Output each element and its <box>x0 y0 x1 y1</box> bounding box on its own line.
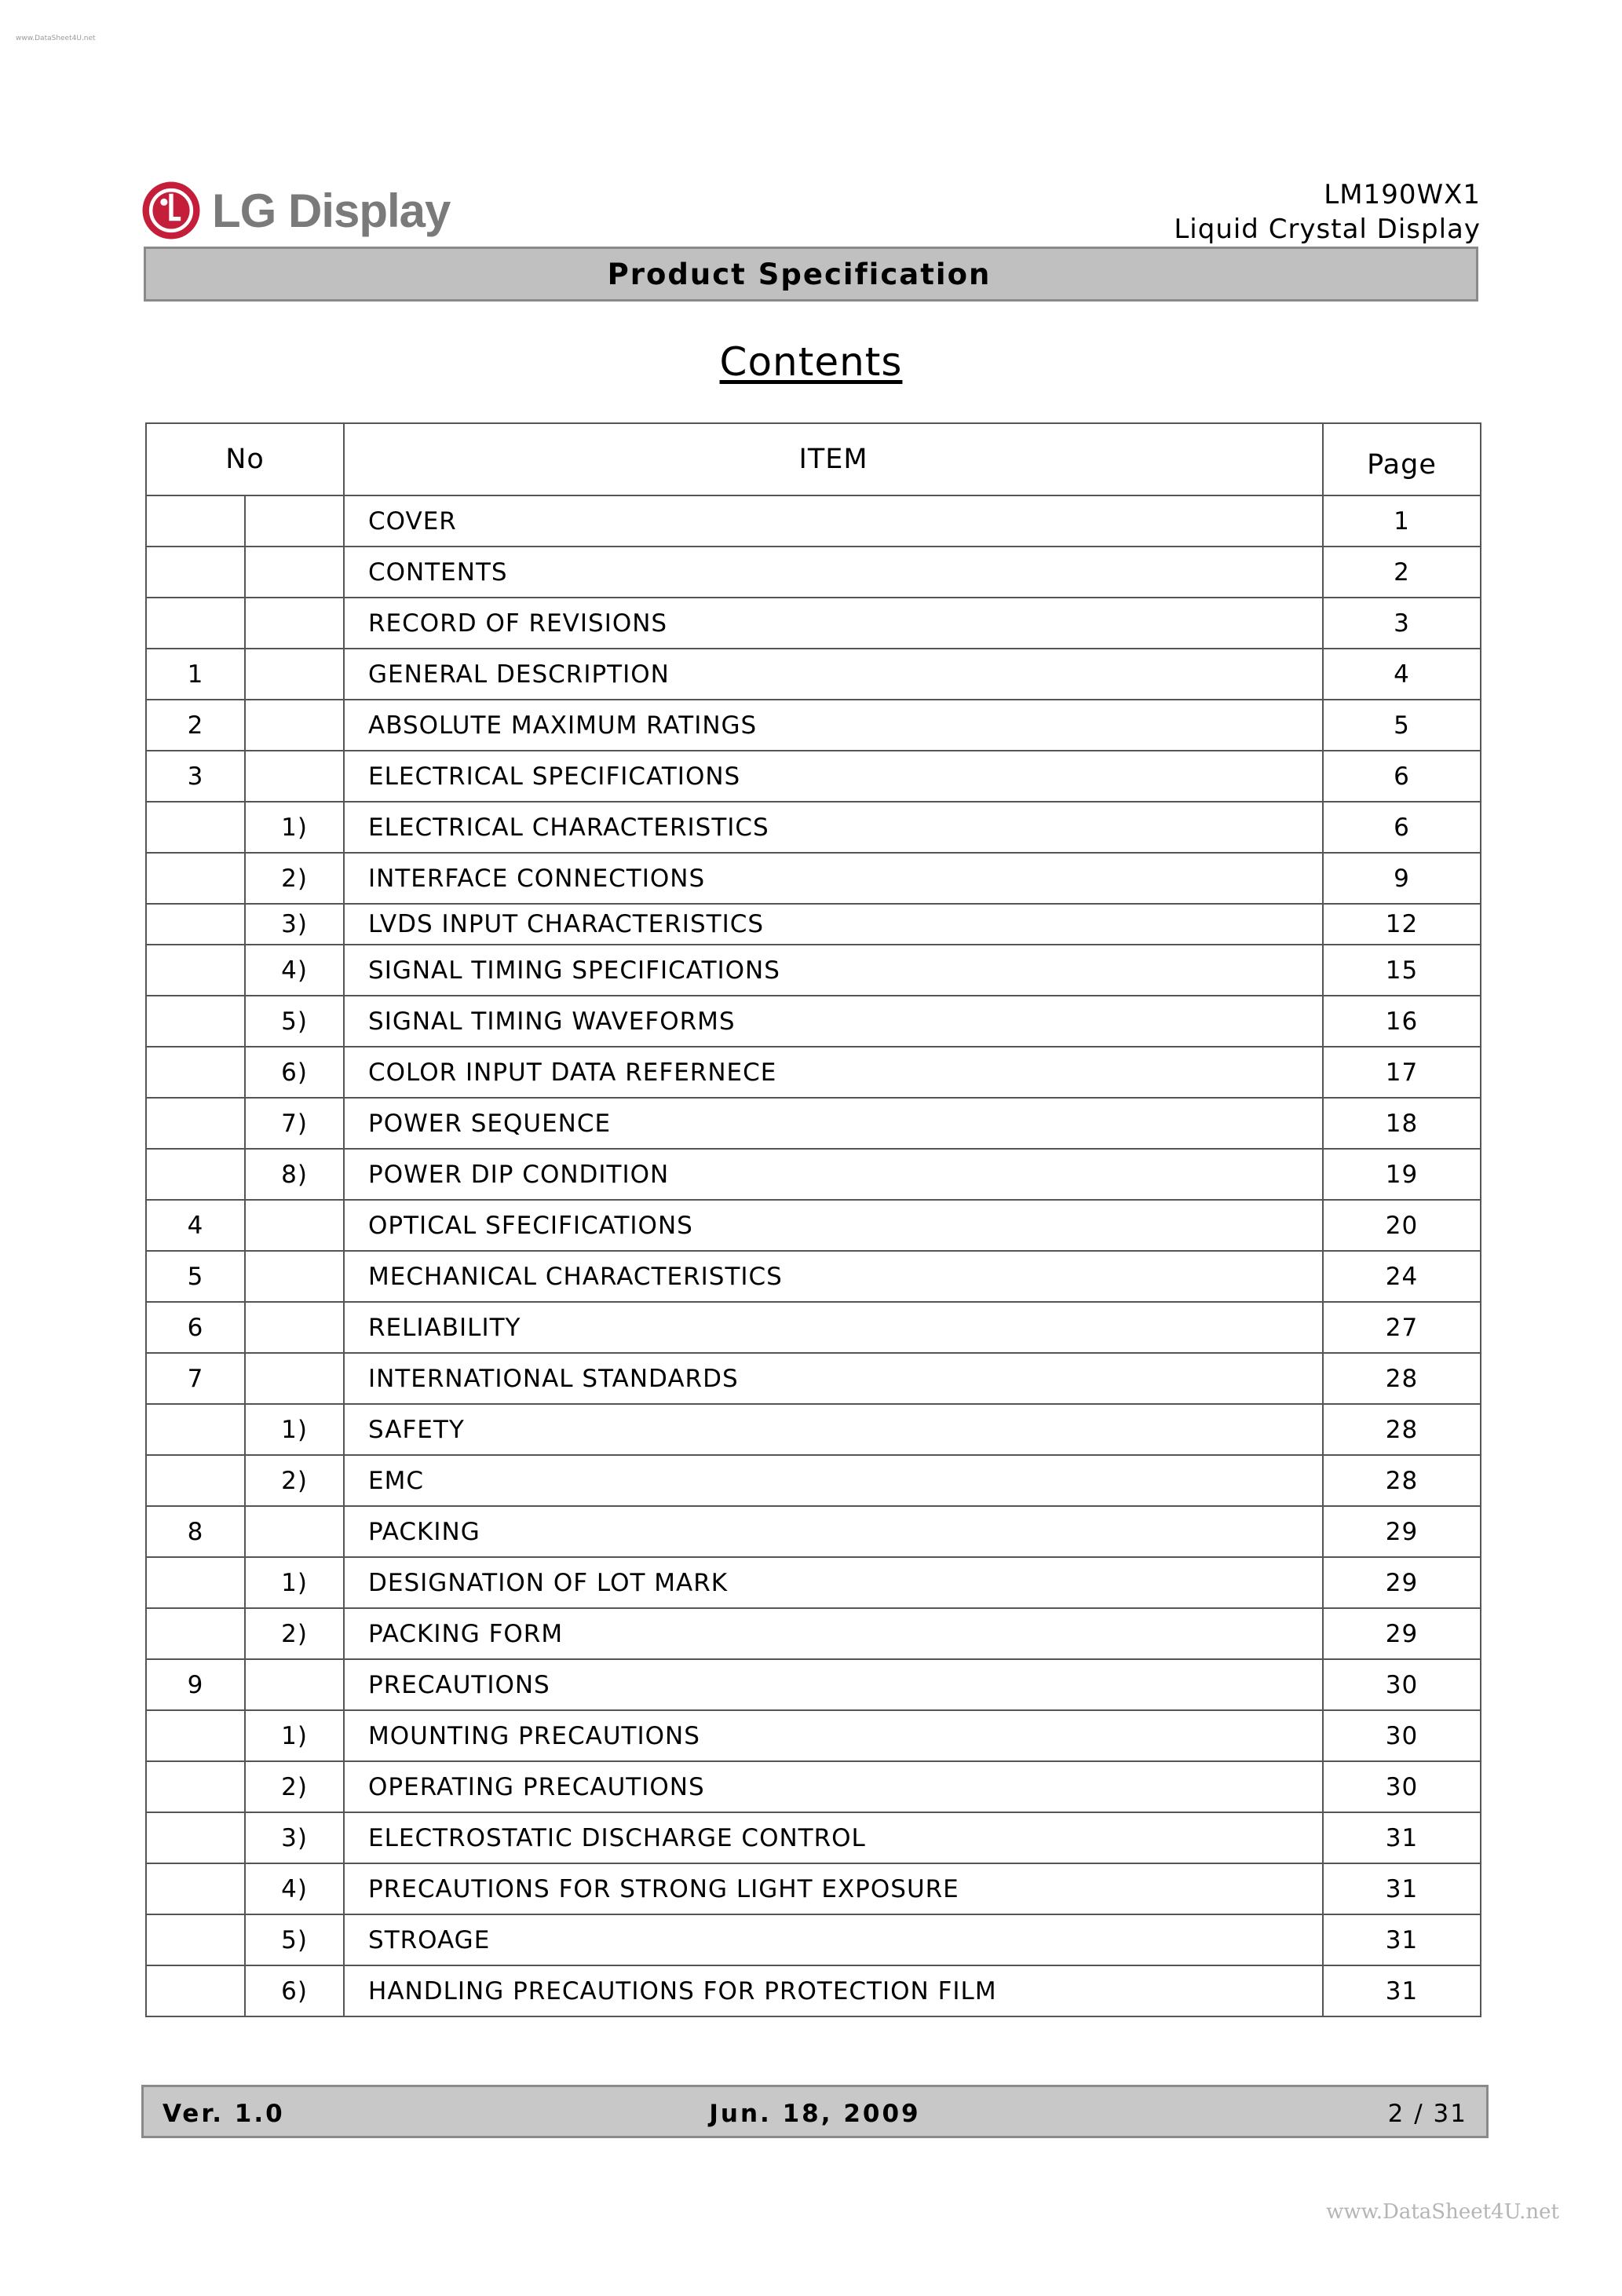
header-page: Page <box>1323 423 1481 495</box>
row-item-title: PACKING FORM <box>344 1608 1323 1659</box>
table-header-row <box>146 423 1481 495</box>
row-subsection-number <box>245 1200 344 1251</box>
brand-name: LG Display <box>212 184 451 237</box>
row-item-title: ELECTRICAL CHARACTERISTICS <box>344 802 1323 853</box>
row-page-number: 20 <box>1323 1200 1481 1251</box>
model-block <box>1174 177 1481 247</box>
row-item-title: ELECTROSTATIC DISCHARGE CONTROL <box>344 1812 1323 1863</box>
row-item-title: PACKING <box>344 1506 1323 1557</box>
row-item-title: INTERFACE CONNECTIONS <box>344 853 1323 904</box>
row-subsection-number: 1) <box>245 1557 344 1608</box>
row-item-title: EMC <box>344 1455 1323 1506</box>
row-item-title: SIGNAL TIMING SPECIFICATIONS <box>344 945 1323 996</box>
row-page-number: 30 <box>1323 1761 1481 1812</box>
table-row <box>146 649 1481 700</box>
row-page-number: 9 <box>1323 853 1481 904</box>
model-number: LM190WX1 <box>1324 179 1481 210</box>
row-section-number: 2 <box>146 700 245 751</box>
table-row <box>146 802 1481 853</box>
table-row <box>146 1812 1481 1863</box>
table-row <box>146 1404 1481 1455</box>
table-row <box>146 1659 1481 1710</box>
row-page-number: 16 <box>1323 996 1481 1047</box>
table-row <box>146 495 1481 547</box>
row-section-number <box>146 945 245 996</box>
row-page-number: 24 <box>1323 1251 1481 1302</box>
table-row <box>146 1965 1481 2016</box>
row-section-number: 8 <box>146 1506 245 1557</box>
row-subsection-number <box>245 1659 344 1710</box>
row-page-number: 2 <box>1323 547 1481 598</box>
top-watermark-url: www.DataSheet4U.net <box>16 35 96 42</box>
row-item-title: INTERNATIONAL STANDARDS <box>344 1353 1323 1404</box>
contents-title: Contents <box>719 339 903 385</box>
row-subsection-number: 5) <box>245 1914 344 1965</box>
row-page-number: 29 <box>1323 1557 1481 1608</box>
row-section-number: 4 <box>146 1200 245 1251</box>
row-page-number: 28 <box>1323 1353 1481 1404</box>
row-item-title: STROAGE <box>344 1914 1323 1965</box>
row-page-number: 4 <box>1323 649 1481 700</box>
row-section-number <box>146 1098 245 1149</box>
row-page-number: 5 <box>1323 700 1481 751</box>
footer-bar <box>141 2085 1489 2138</box>
row-section-number: 3 <box>146 751 245 802</box>
row-item-title: PRECAUTIONS FOR STRONG LIGHT EXPOSURE <box>344 1863 1323 1914</box>
row-section-number <box>146 547 245 598</box>
row-subsection-number: 2) <box>245 1608 344 1659</box>
row-page-number: 28 <box>1323 1455 1481 1506</box>
row-item-title: POWER DIP CONDITION <box>344 1149 1323 1200</box>
row-subsection-number <box>245 495 344 547</box>
table-row <box>146 1710 1481 1761</box>
footer-version: Ver. 1.0 <box>163 2100 285 2128</box>
row-subsection-number: 5) <box>245 996 344 1047</box>
row-item-title: COLOR INPUT DATA REFERNECE <box>344 1047 1323 1098</box>
row-section-number <box>146 495 245 547</box>
row-page-number: 31 <box>1323 1965 1481 2016</box>
table-row <box>146 996 1481 1047</box>
table-row <box>146 700 1481 751</box>
row-item-title: RECORD OF REVISIONS <box>344 598 1323 649</box>
table-row <box>146 1761 1481 1812</box>
row-section-number: 6 <box>146 1302 245 1353</box>
row-page-number: 28 <box>1323 1404 1481 1455</box>
row-page-number: 29 <box>1323 1608 1481 1659</box>
row-subsection-number: 6) <box>245 1965 344 2016</box>
row-subsection-number <box>245 700 344 751</box>
row-subsection-number: 2) <box>245 853 344 904</box>
row-page-number: 30 <box>1323 1710 1481 1761</box>
row-item-title: SIGNAL TIMING WAVEFORMS <box>344 996 1323 1047</box>
table-row <box>146 1149 1481 1200</box>
row-item-title: CONTENTS <box>344 547 1323 598</box>
row-subsection-number: 4) <box>245 945 344 996</box>
row-subsection-number <box>245 1506 344 1557</box>
row-section-number: 1 <box>146 649 245 700</box>
table-row <box>146 547 1481 598</box>
row-subsection-number <box>245 1302 344 1353</box>
header-item: ITEM <box>344 423 1323 495</box>
row-subsection-number <box>245 649 344 700</box>
row-section-number <box>146 598 245 649</box>
product-type: Liquid Crystal Display <box>1174 214 1481 245</box>
row-item-title: MECHANICAL CHARACTERISTICS <box>344 1251 1323 1302</box>
lg-display-logo <box>141 179 450 242</box>
row-section-number <box>146 1455 245 1506</box>
table-row <box>146 1098 1481 1149</box>
table-row <box>146 1506 1481 1557</box>
row-subsection-number <box>245 1251 344 1302</box>
table-row <box>146 1914 1481 1965</box>
row-subsection-number <box>245 547 344 598</box>
contents-table <box>145 422 1481 2017</box>
row-subsection-number: 1) <box>245 1710 344 1761</box>
row-section-number <box>146 996 245 1047</box>
table-row <box>146 1608 1481 1659</box>
row-page-number: 12 <box>1323 904 1481 945</box>
table-row <box>146 1557 1481 1608</box>
row-item-title: HANDLING PRECAUTIONS FOR PROTECTION FILM <box>344 1965 1323 2016</box>
footer-page-number: 2 / 31 <box>1387 2100 1467 2128</box>
row-section-number <box>146 1761 245 1812</box>
row-item-title: DESIGNATION OF LOT MARK <box>344 1557 1323 1608</box>
row-subsection-number: 3) <box>245 1812 344 1863</box>
row-item-title: ELECTRICAL SPECIFICATIONS <box>344 751 1323 802</box>
spec-title: Product Specification <box>607 257 992 291</box>
table-row <box>146 1047 1481 1098</box>
row-page-number: 18 <box>1323 1098 1481 1149</box>
row-subsection-number: 4) <box>245 1863 344 1914</box>
table-row <box>146 853 1481 904</box>
table-row <box>146 1353 1481 1404</box>
row-subsection-number <box>245 598 344 649</box>
table-row <box>146 945 1481 996</box>
row-section-number <box>146 904 245 945</box>
bottom-watermark-url: www.DataSheet4U.net <box>1326 2200 1559 2224</box>
header-no: No <box>146 423 344 495</box>
row-section-number <box>146 1965 245 2016</box>
row-section-number: 5 <box>146 1251 245 1302</box>
row-subsection-number: 7) <box>245 1098 344 1149</box>
table-row <box>146 1455 1481 1506</box>
row-subsection-number: 2) <box>245 1761 344 1812</box>
row-page-number: 27 <box>1323 1302 1481 1353</box>
row-section-number <box>146 853 245 904</box>
row-page-number: 31 <box>1323 1863 1481 1914</box>
row-page-number: 31 <box>1323 1812 1481 1863</box>
row-section-number <box>146 1710 245 1761</box>
row-page-number: 3 <box>1323 598 1481 649</box>
table-row <box>146 1302 1481 1353</box>
table-row <box>146 1251 1481 1302</box>
row-section-number <box>146 1812 245 1863</box>
row-page-number: 15 <box>1323 945 1481 996</box>
row-item-title: LVDS INPUT CHARACTERISTICS <box>344 904 1323 945</box>
row-item-title: ABSOLUTE MAXIMUM RATINGS <box>344 700 1323 751</box>
row-section-number <box>146 1914 245 1965</box>
row-page-number: 19 <box>1323 1149 1481 1200</box>
row-item-title: MOUNTING PRECAUTIONS <box>344 1710 1323 1761</box>
row-page-number: 17 <box>1323 1047 1481 1098</box>
table-row <box>146 751 1481 802</box>
table-row <box>146 1863 1481 1914</box>
row-subsection-number <box>245 751 344 802</box>
row-section-number <box>146 1863 245 1914</box>
row-item-title: OPERATING PRECAUTIONS <box>344 1761 1323 1812</box>
table-row <box>146 904 1481 945</box>
row-subsection-number: 6) <box>245 1047 344 1098</box>
row-subsection-number: 8) <box>245 1149 344 1200</box>
row-section-number <box>146 1608 245 1659</box>
row-item-title: SAFETY <box>344 1404 1323 1455</box>
row-item-title: GENERAL DESCRIPTION <box>344 649 1323 700</box>
row-page-number: 30 <box>1323 1659 1481 1710</box>
table-row <box>146 1200 1481 1251</box>
table-row <box>146 598 1481 649</box>
row-section-number <box>146 1404 245 1455</box>
row-item-title: OPTICAL SFECIFICATIONS <box>344 1200 1323 1251</box>
lg-logo-icon <box>141 181 201 240</box>
row-section-number <box>146 802 245 853</box>
row-section-number <box>146 1557 245 1608</box>
row-page-number: 6 <box>1323 751 1481 802</box>
row-subsection-number <box>245 1353 344 1404</box>
row-section-number: 7 <box>146 1353 245 1404</box>
row-subsection-number: 1) <box>245 802 344 853</box>
row-page-number: 6 <box>1323 802 1481 853</box>
row-item-title: POWER SEQUENCE <box>344 1098 1323 1149</box>
footer-date: Jun. 18, 2009 <box>709 2100 921 2128</box>
row-item-title: PRECAUTIONS <box>344 1659 1323 1710</box>
spec-title-bar <box>144 247 1478 302</box>
row-subsection-number: 1) <box>245 1404 344 1455</box>
row-item-title: COVER <box>344 495 1323 547</box>
row-subsection-number: 2) <box>245 1455 344 1506</box>
row-page-number: 1 <box>1323 495 1481 547</box>
row-section-number: 9 <box>146 1659 245 1710</box>
row-page-number: 31 <box>1323 1914 1481 1965</box>
row-section-number <box>146 1047 245 1098</box>
row-item-title: RELIABILITY <box>344 1302 1323 1353</box>
row-subsection-number: 3) <box>245 904 344 945</box>
row-section-number <box>146 1149 245 1200</box>
table-body <box>146 495 1481 2016</box>
row-page-number: 29 <box>1323 1506 1481 1557</box>
